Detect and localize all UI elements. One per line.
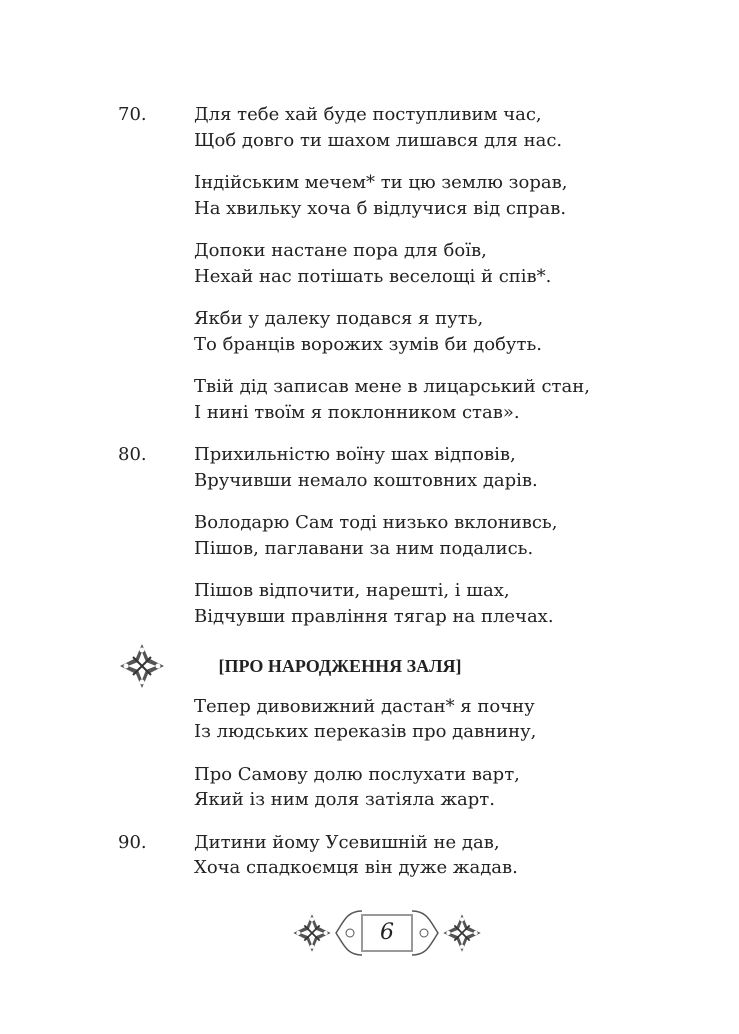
verse-line: То бранців ворожих зумів би добуть. <box>194 333 543 355</box>
page-number: 6 <box>380 920 394 945</box>
verse-line: І нині твоїм я поклонником став». <box>194 401 520 423</box>
stanza <box>118 442 678 493</box>
stanza <box>118 374 678 425</box>
verse-line: Твій дід записав мене в лицарський стан, <box>194 376 590 397</box>
verse-line: Тепер дивовижний дастан* я почну <box>194 695 535 717</box>
verse-line: Індійським мечем* ти цю землю зорав, <box>194 172 568 193</box>
section-heading <box>118 654 678 680</box>
stanza <box>118 170 678 221</box>
section-title: [ПРО НАРОДЖЕННЯ ЗАЛЯ] <box>218 656 462 676</box>
page-footer <box>292 903 482 963</box>
verse-line: Дитини йому Усевишній не дав, <box>194 831 500 853</box>
line-number: 80. <box>118 444 147 465</box>
stanza <box>118 510 678 561</box>
verse-line: Для тебе хай буде поступливим час, <box>194 104 542 125</box>
verse-line: Вручивши немало коштовних дарів. <box>194 469 538 491</box>
verse-line: Хоча спадкоємця він дуже жадав. <box>194 857 518 878</box>
verse-line: Щоб довго ти шахом лишався для нас. <box>194 129 563 151</box>
poem-body <box>118 102 678 898</box>
verse-line: Пішов відпочити, нарешті, і шах, <box>194 580 510 601</box>
stanza <box>118 306 678 357</box>
verse-line: Нехай нас потішать веселощі й спів*. <box>194 265 552 287</box>
verse-line: Відчувши правління тягар на плечах. <box>194 605 554 627</box>
verse-line: Про Самову долю послухати варт, <box>194 763 520 785</box>
verse-line: Із людських переказів про давнину, <box>194 721 537 742</box>
verse-line: Який із ним доля затіяла жарт. <box>194 789 495 810</box>
verse-line: Володарю Сам тоді низько вклонивсь, <box>194 512 558 533</box>
stanza <box>118 238 678 289</box>
line-number: 70. <box>118 104 147 125</box>
ornament-icon <box>118 642 166 690</box>
stanza <box>118 578 678 629</box>
verse-line: На хвильку хоча б відлучися від справ. <box>194 197 567 219</box>
stanza <box>118 830 678 881</box>
stanza <box>118 762 678 813</box>
verse-line: Допоки настане пора для боїв, <box>194 240 487 261</box>
verse-line: Прихильністю воїну шах відповів, <box>194 444 516 465</box>
verse-line: Пішов, паглавани за ним подались. <box>194 537 534 559</box>
line-number: 90. <box>118 831 147 853</box>
stanza <box>118 102 678 153</box>
verse-line: Якби у далеку подався я путь, <box>194 308 484 329</box>
stanza <box>118 694 678 745</box>
